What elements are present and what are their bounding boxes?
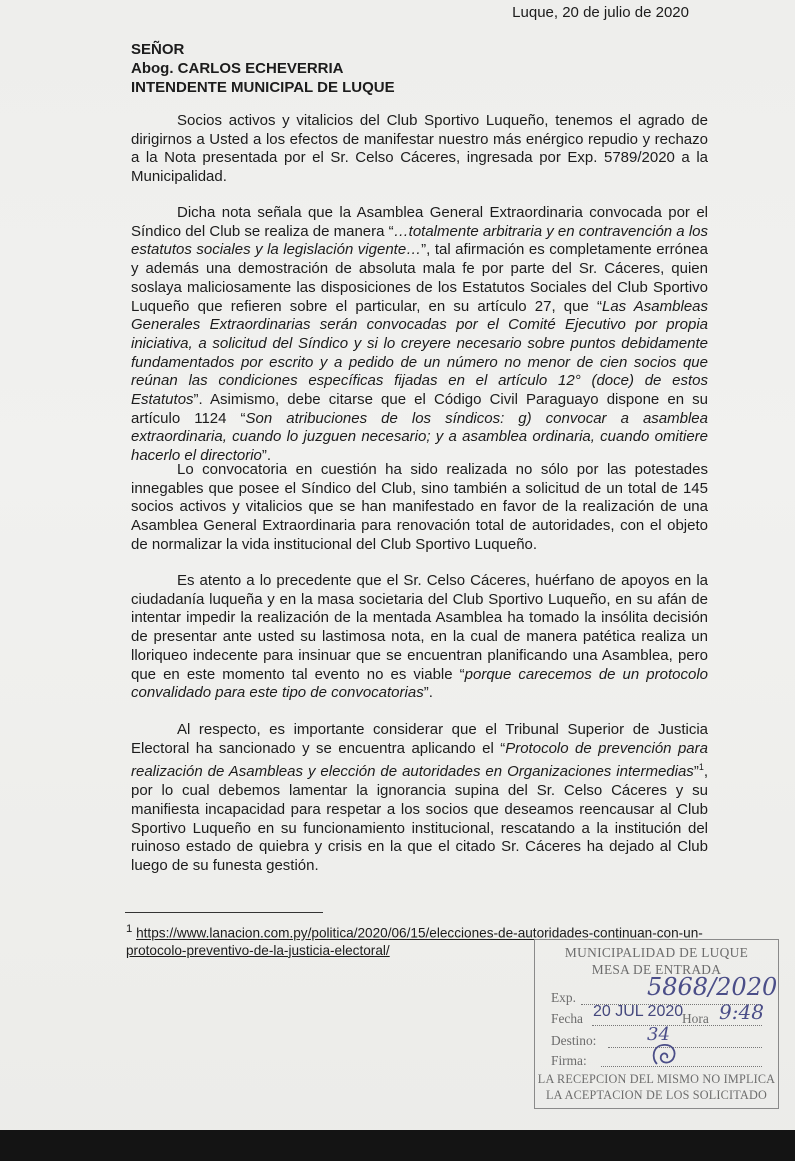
paragraph-text: Es atento a lo precedente que el Sr. Celso Cáceres, huérfano de apoyos en la ciudadanía luqueña y en la masa societaria del Club Sportivo Luqueño, en su afán de intentar impedir la realización de la mentada Asamblea ha tomado la insólita decisión de presentar ante usted su lastimosa nota, en la cual de manera patética realiza un lloriqueo indecente para insinuar que se encuentran planificando una Asamblea, pero que en este momento tal evento no es viable “ [131, 572, 708, 683]
quoted-text: porque carecemos de un protocolo convalidado para este tipo de convocatorias [131, 665, 709, 702]
stamp-signature [647, 1042, 687, 1068]
stamp-destino-label: Destino: [551, 1033, 597, 1048]
stamp-subtitle: MESA DE ENTRADA [591, 962, 722, 977]
quoted-text: Las Asambleas Generales Extraordinarias serán convocadas por el Comité Ejecutivo por propia iniciativa, a solicitud del Síndico y si lo creyere necesario sobre puntos debidamente fundamentados por escrito y a pedido de un número no menor de cien socios que reúnan las condiciones específicas fijadas en el artículo 12° (doce) de estos Estatutos [131, 297, 709, 409]
paragraph-3 [131, 461, 708, 555]
addressee-position: INTENDENTE MUNICIPAL DE LUQUE [131, 79, 395, 96]
scan-edge-shadow [0, 1130, 795, 1161]
addressee-name: Abog. CARLOS ECHEVERRIA [131, 60, 344, 77]
paragraph-5 [131, 721, 708, 876]
stamp-note-line-1: LA RECEPCION DEL MISMO NO IMPLICA [537, 1072, 776, 1086]
paragraph-text: , por lo cual debemos lamentar la ignorancia supina del Sr. Celso Cáceres y su manifiesta incapacidad para respetar a los socios que deseamos reencausar al Club Sportivo Luqueño en su funcionamiento institucional, rescatando a la institución del ruinoso estado de quiebra y crisis en la que el citado Sr. Cáceres ha dejado al Club luego de su funesta gestión. [131, 763, 708, 874]
stamp-fecha-line [592, 1025, 762, 1026]
quoted-text: …totalmente arbitraria y en contravención a los estatutos sociales y la legislación vigente… [131, 222, 708, 259]
stamp-firma-label: Firma: [551, 1053, 587, 1068]
letter-date: Luque, 20 de julio de 2020 [512, 4, 689, 21]
addressee-salutation: SEÑOR [131, 41, 185, 58]
reception-stamp [534, 939, 779, 1109]
paragraph-2 [131, 204, 708, 466]
paragraph-text: ” [693, 763, 699, 781]
paragraph-text: Al respecto, es importante considerar que el Tribunal Superior de Justicia Electoral ha sancionado y se encuentra aplicando el “ [131, 721, 708, 757]
footnote-reference: 1 [698, 762, 704, 773]
paragraph-4 [131, 572, 708, 703]
quoted-text: Protocolo de prevención para realización de Asambleas y elección de autoridades en Organizaciones intermedias [131, 739, 708, 781]
stamp-fecha-value: 20 JUL 2020 [593, 1003, 684, 1020]
stamp-hora-label: Hora [682, 1011, 709, 1026]
stamp-hora-handwritten: 9:48 [719, 1000, 764, 1024]
addressee-block [131, 40, 395, 97]
paragraph-text: Socios activos y vitalicios del Club Sportivo Luqueño, tenemos el agrado de dirigirnos a Usted a los efectos de manifestar nuestro más enérgico repudio y rechazo a la Nota presentada por el Sr. Celso Cáceres, ingresada por Exp. 5789/2020 a la Municipalidad. [131, 112, 708, 186]
paragraph-1 [131, 112, 708, 187]
paragraph-text: ”. [423, 684, 433, 702]
footnote-separator [125, 912, 323, 913]
stamp-destino-handwritten: 34 [647, 1024, 670, 1045]
stamp-title: MUNICIPALIDAD DE LUQUE [564, 945, 749, 960]
footnote-number: 1 [126, 923, 133, 935]
stamp-fecha-label: Fecha [551, 1011, 583, 1026]
paragraph-text: ”. [261, 447, 272, 465]
stamp-note-line-2: LA ACEPTACION DE LOS SOLICITADO [546, 1088, 767, 1102]
quoted-text: Son atribuciones de los síndicos: g) convocar a asamblea extraordinaria, cuando lo juzguen necesario; y a asamblea ordinaria, cuando omitiere hacerlo el directorio [131, 409, 708, 465]
footnote-link[interactable]: https://www.lanacion.com.py/politica/2020/06/15/elecciones-de-autoridades-continuan-con-un-protocolo-preventivo-de-la-justicia-electoral/ [126, 925, 703, 958]
stamp-exp-handwritten: 5868/2020 [647, 973, 778, 1001]
stamp-exp-label: Exp. [551, 990, 576, 1005]
paragraph-text: Lo convocatoria en cuestión ha sido realizada no sólo por las potestades innegables que posee el Síndico del Club, sino también a solicitud de un total de 145 socios activos y vitalicios que se han manifestado en favor de la realización de una Asamblea General Extraordinaria para renovación total de autoridades, con el objeto de normalizar la vida institucional del Club Sportivo Luqueño. [131, 461, 708, 553]
paragraph-text: Dicha nota señala que la Asamblea General Extraordinaria convocada por el Síndico del Club se realiza de manera “ [131, 204, 708, 240]
paragraph-text: ”. Asimismo, debe citarse que el Código Civil Paraguayo dispone en su artículo 1124 “ [131, 391, 708, 427]
paragraph-text: ”, tal afirmación es completamente errónea y además una demostración de absoluta mala fe por parte del Sr. Cáceres, quien soslaya maliciosamente las disposiciones de los Estatutos Sociales del Club Sportivo Luqueño que refieren sobre el particular, en su artículo 27, que “ [131, 241, 708, 315]
